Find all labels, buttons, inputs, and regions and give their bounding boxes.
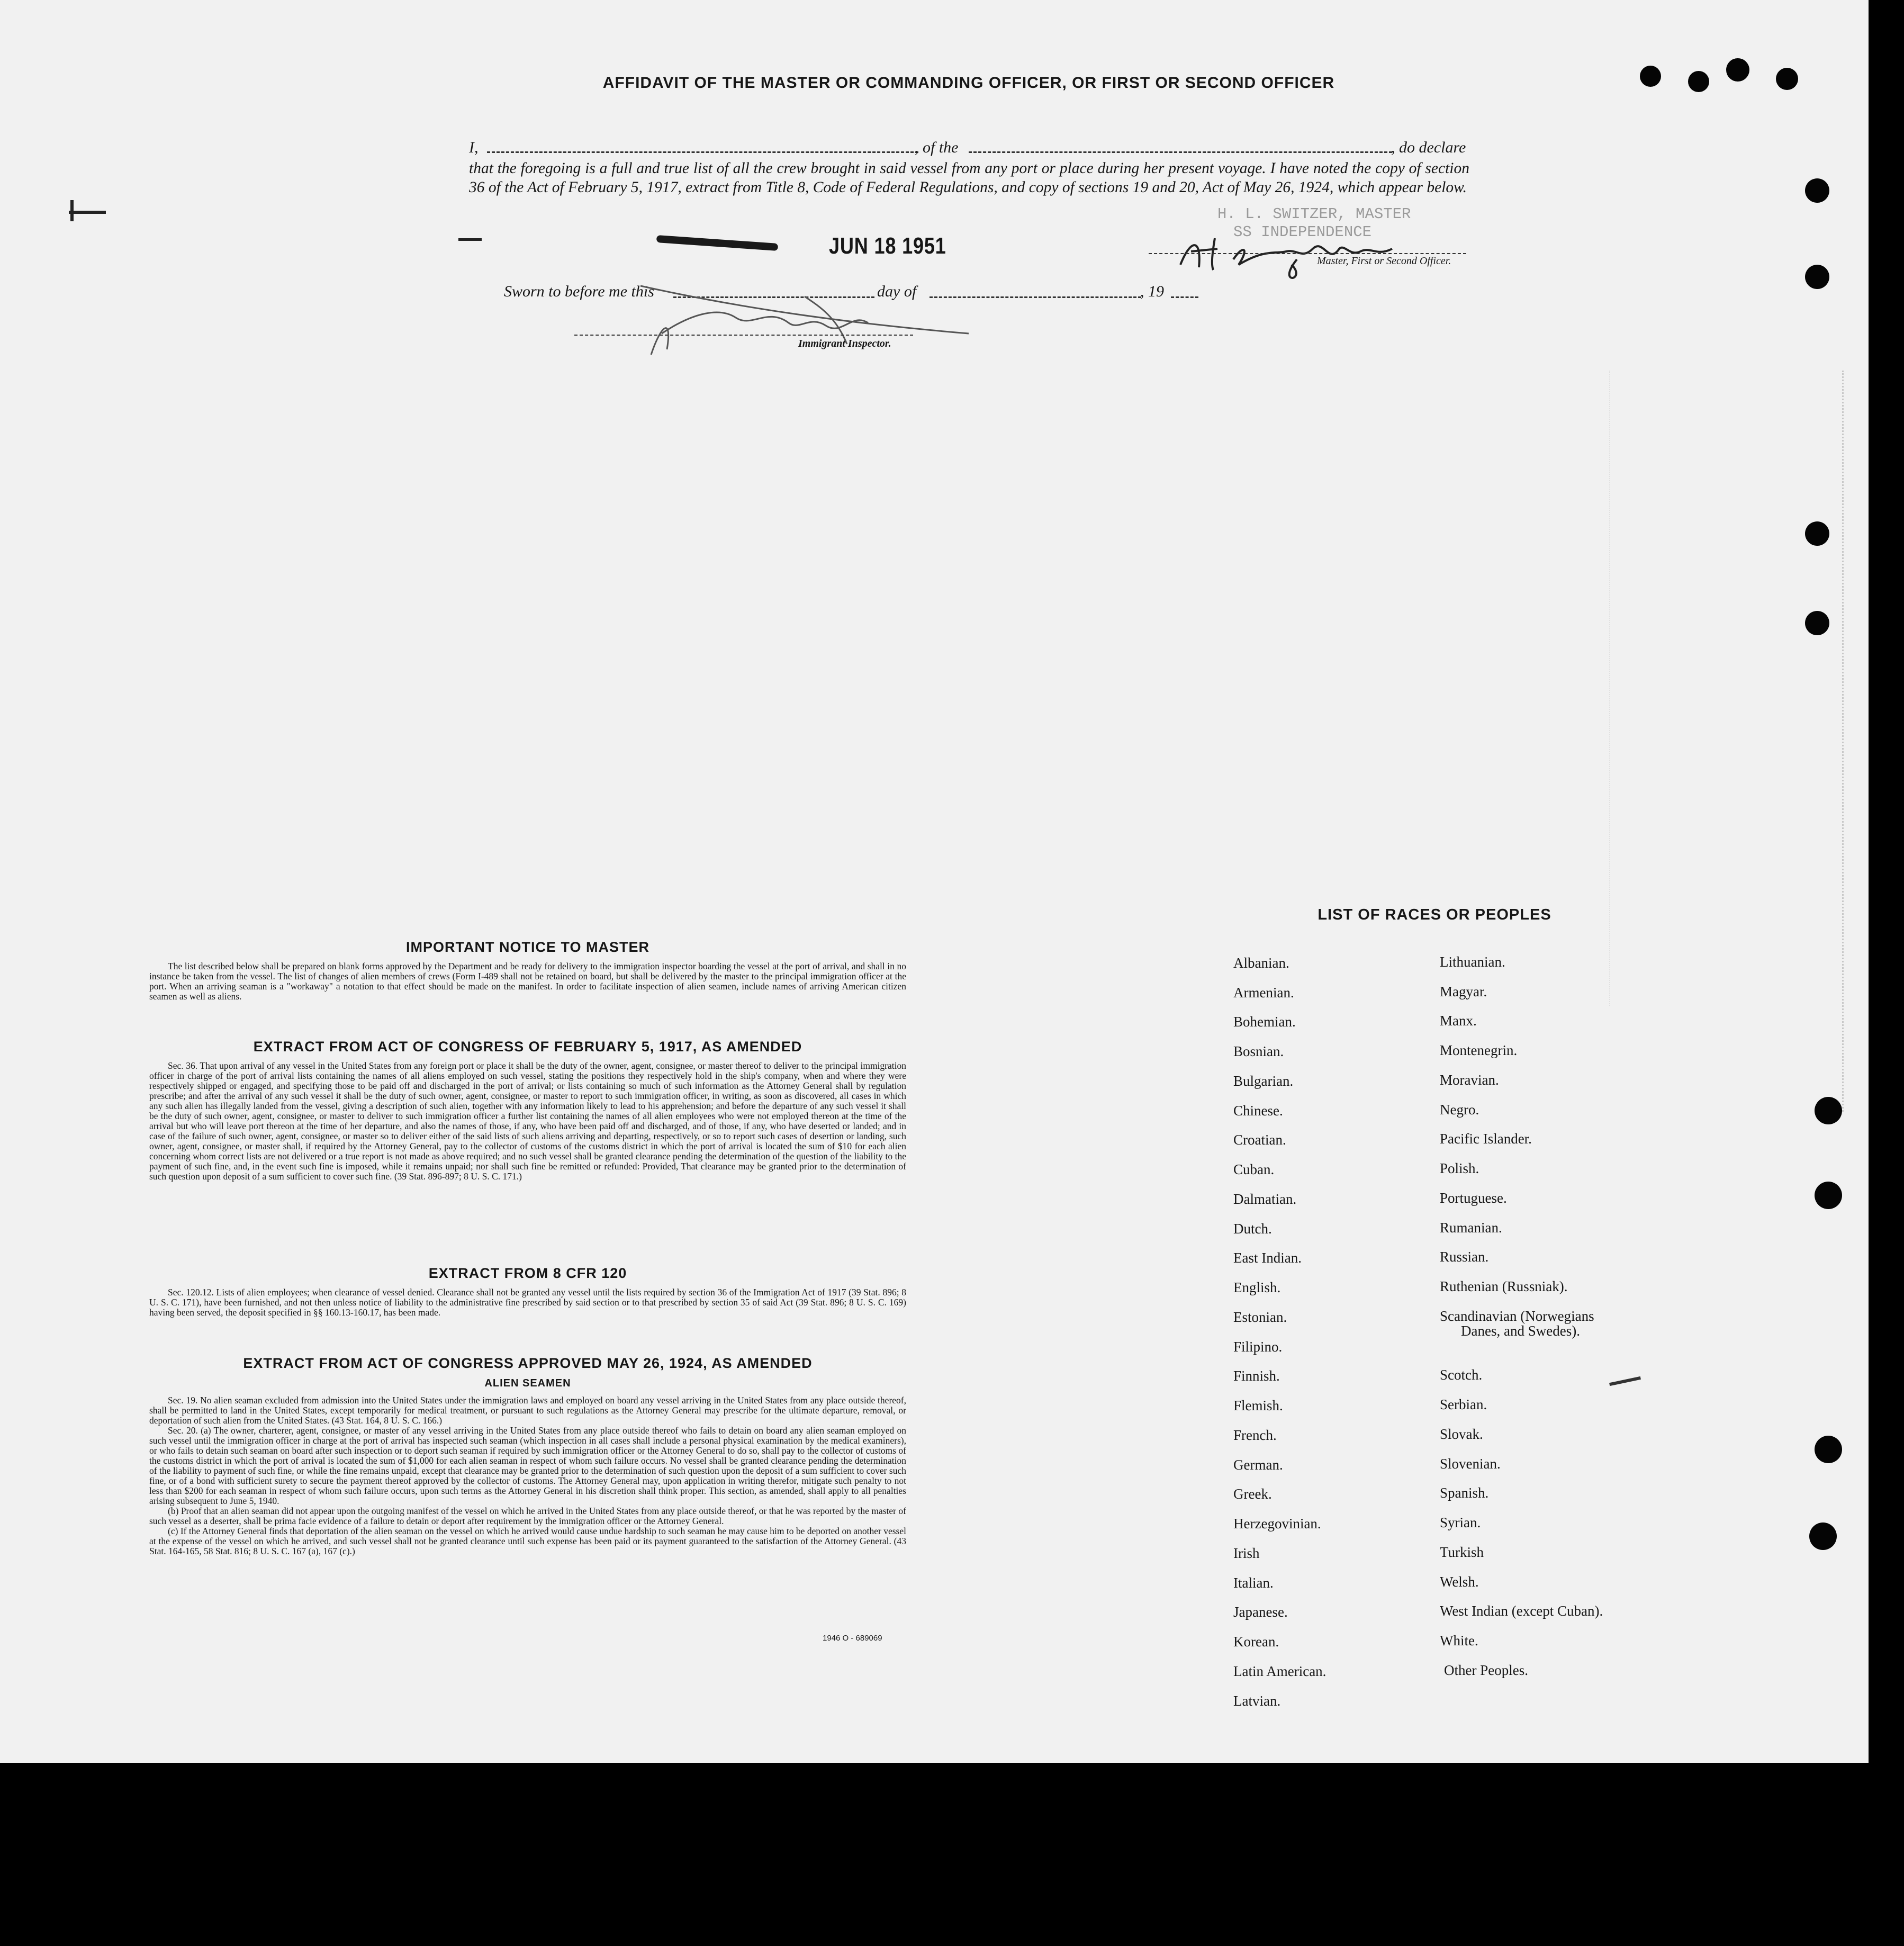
master-signature-line [1149,253,1466,254]
punch-hole [1688,71,1709,92]
race-item: White. [1440,1633,1478,1648]
race-item: Filipino. [1233,1339,1283,1355]
race-item: Bohemian. [1233,1014,1296,1030]
race-item: Albanian. [1233,955,1289,971]
extract-cfr-text: Sec. 120.12. Lists of alien employees; when clearance of vessel denied. Clearance shall not be granted any vessel until the lists required by section 36 of the Immigration Act of 1917 (39 Stat. 896; 8 U. S. C. 171), have been furnished, and not then unless notice of liability to the administrative fine prescribed by said section or to that prescribed by section 35 of said Act (39 Stat. 896; 8 U. S. C. 169) having been served, the deposit specified in §§ 160.13-160.17, has been made. [149,1287,906,1318]
race-item: Other Peoples. [1444,1662,1528,1678]
extract-1917-text: Sec. 36. That upon arrival of any vessel in the United States from any foreign port or place it shall be the duty of the owner, agent, consignee, or master thereof to deliver to the principal immigration officer in charge of the port of arrival lists containing the names of all aliens employed on such vessel, stating the positions they respectively hold in the ship's company, when and where they were respectively shipped or engaged, and specifying those to be paid off and discharged in the port of arrival; or lists containing so much of such information as the Attorney General shall by regulation prescribe; and after the arrival of any such vessel it shall be the duty of such owner, agent, consignee, or master to report to such immigration officer, in writing, as soon as discovered, all cases in which any such alien has illegally landed from the vessel, giving a description of such alien, together with any information likely to lead to his apprehension; and before the departure of any such vessel it shall be the duty of such owner, agent, consignee, or master to deliver to such immigration officer a further list containing the names of all alien employees who were not employed thereon at the time of the arrival but who will leave port thereon at the time of her departure, and also the names of those, if any, who have been paid off and discharged, and of those, if any, who have deserted or landed; and in case of the failure of such owner, agent, consignee, or master so to deliver either of the said lists of such aliens arriving and departing, respectively, or so to report such cases of desertion or landing, such owner, agent, consignee, or master shall, if required by the Attorney General, pay to the collector of customs of the customs district in which the port of arrival is located the sum of $10 for each alien concerning whom correct lists are not delivered or a true report is not made as above required; and no such vessel shall be granted clearance pending the determination of the question of the liability to the payment of such fine, and, in the event such fine is imposed, while it remains unpaid; nor shall such fine be remitted or refunded: Provided, That clearance may be granted prior to the determination of such question upon deposit of a sum sufficient to cover such fine. (39 Stat. 896-897; 8 U. S. C. 171.) [149,1060,906,1182]
sec-20a-text: Sec. 20. (a) The owner, charterer, agent, consignee, or master of any vessel arriving in the United States from any place outside thereof who fails to detain on board any alien seaman employed on such vessel until the immigration officer in charge at the port of arrival has inspected such seaman (which inspection in all cases shall include a personal physical examination by the medical examiners), or who fails to detain such seaman on board after such inspection or to deport such seaman if required by such immigration officer or the Attorney General to do so, shall pay to the collector of customs of the customs district in which the port of arrival is located the sum of $1,000 for each alien seaman in respect of whom such failure occurs. No vessel shall be granted clearance pending the determination of the liability to payment of such fine, or while the fine remains unpaid, except that clearance may be granted prior to the determination of such question upon the deposit of a sum sufficient to cover such fine, or of a bond with sufficient surety to secure the payment thereof approved by the collector of customs. The Attorney General may, upon application in writing therefor, mitigate such penalty to not less than $200 for each seaman in respect of whom such failure occurs, upon such terms as the Attorney General in his discretion shall think proper. This section, as amended, shall apply to all penalties arising subsequent to June 5, 1940. [149,1425,906,1506]
date-stamp: JUN 18 1951 [829,233,946,259]
of-the-label: , of the [915,139,959,156]
punch-hole [1805,178,1829,203]
punch-hole [1805,611,1829,635]
year-label: , 19 [1140,283,1164,300]
race-item: English. [1233,1280,1281,1295]
race-item: Turkish [1440,1544,1484,1560]
margin-mark [69,211,106,214]
race-item: Montenegrin. [1440,1042,1518,1058]
master-caption: Master, First or Second Officer. [1317,255,1451,267]
race-item: Latvian. [1233,1693,1281,1709]
race-item: Moravian. [1440,1072,1499,1088]
race-item: Polish. [1440,1160,1479,1176]
sworn-label: Sworn to before me this [504,283,654,300]
race-item: Finnish. [1233,1368,1280,1384]
margin-mark [458,238,482,241]
race-item: Manx. [1440,1013,1477,1029]
race-item: French. [1233,1427,1277,1443]
race-item: Estonian. [1233,1309,1287,1325]
race-item: Pacific Islander. [1440,1131,1532,1147]
race-item: Cuban. [1233,1161,1275,1177]
alien-seamen-subtitle: ALIEN SEAMEN [484,1377,571,1389]
race-item: Russian. [1440,1249,1489,1265]
punch-hole [1640,66,1661,87]
inspector-signature [630,275,974,365]
race-item: Bulgarian. [1233,1073,1294,1089]
race-item: East Indian. [1233,1250,1302,1266]
affidavit-statement: that the foregoing is a full and true list of all the crew brought in said vessel from any port or place during her present voyage. I have noted the copy of section 36 of the Act of February 5, 1917, extract from Title 8, Code of Federal Regulations, and copy of sections 19 and 20, Act of May 26, 1924, which appear below. [469,160,1469,196]
inspector-signature-line [574,335,913,336]
sec-19-text: Sec. 19. No alien seaman excluded from admission into the United States under the immigration laws and employed on board any vessel arriving in the United States from any place outside thereof, shall be permitted to land in the United States, except temporarily for medical treatment, or pursuant to such regulations as the Attorney General may prescribe for the ultimate departure, removal, or deportation of such alien from the United States. (43 Stat. 164, 8 U. S. C. 166.) [149,1395,906,1426]
race-item: Magyar. [1440,984,1487,999]
race-item: Rumanian. [1440,1220,1502,1236]
master-signature [1170,228,1445,281]
punch-hole [1815,1182,1842,1209]
inspector-caption: Immigrant Inspector. [798,338,891,349]
race-item: German. [1233,1457,1283,1473]
race-item: Spanish. [1440,1485,1489,1501]
race-item: Slovak. [1440,1426,1483,1442]
races-title: LIST OF RACES OR PEOPLES [1318,906,1551,923]
race-item: Herzegovinian. [1233,1516,1321,1531]
print-code: 1946 O - 689069 [823,1634,882,1643]
punch-hole [1805,521,1829,546]
race-item: Chinese. [1233,1103,1283,1119]
race-item: Italian. [1233,1575,1274,1591]
punch-hole [1805,265,1829,289]
extract-cfr-title: EXTRACT FROM 8 CFR 120 [428,1265,627,1281]
race-item: Latin American. [1233,1663,1327,1679]
race-item: Lithuanian. [1440,954,1505,970]
race-item: Bosnian. [1233,1043,1284,1059]
race-item: Irish [1233,1545,1260,1561]
punch-hole [1815,1097,1842,1124]
extract-1924-body [149,1395,906,1556]
punch-hole [1809,1522,1837,1550]
affidavit-title: AFFIDAVIT OF THE MASTER OR COMMANDING OFFICER, OR FIRST OR SECOND OFFICER [602,74,1335,92]
vessel-blank [969,151,1392,153]
margin-mark [70,200,74,221]
race-item: Japanese. [1233,1604,1288,1620]
vessel-name-typed: SS INDEPENDENCE [1233,223,1372,241]
name-blank [487,151,918,153]
race-item: Negro. [1440,1102,1479,1118]
bleed-through-marks [1609,371,1768,1006]
race-item: Scandinavian (Norwegians [1440,1308,1594,1324]
race-item: Flemish. [1233,1398,1283,1413]
race-item: Welsh. [1440,1574,1479,1590]
sec-20b-text: (b) Proof that an alien seaman did not appear upon the outgoing manifest of the vessel on which he arrived in the United States from any place outside thereof, or that he was reported by the master of such vessel as a deserter, shall be prima facie evidence of a failure to detain or deport after requirement by the immigration officer or the Attorney General. [149,1506,906,1526]
notice-title: IMPORTANT NOTICE TO MASTER [406,939,649,955]
notice-text: The list described below shall be prepared on blank forms approved by the Department and be ready for delivery to the immigration inspector boarding the vessel at the port of arrival, and shall in no instance be taken from the vessel. The list of changes of alien members of crews (Form I-489 shall not be retained on board, but shall be delivered by the master to the principal immigration officer at the port. When an arriving seaman is a "workaway" a notation to that effect should be made on the manifest. In order to facilitate inspection of alien seamen, include names of arriving American citizen seamen as well as aliens. [149,961,906,1002]
race-item: Croatian. [1233,1132,1286,1148]
race-item: Dutch. [1233,1221,1272,1237]
race-item: Ruthenian (Russniak). [1440,1278,1568,1294]
race-item: Serbian. [1440,1397,1487,1412]
master-name-typed: H. L. SWITZER, MASTER [1217,205,1411,223]
punch-hole [1776,68,1798,90]
race-item: Scotch. [1440,1367,1483,1383]
extract-1917-title: EXTRACT FROM ACT OF CONGRESS OF FEBRUARY 5, 1917, AS AMENDED [253,1039,802,1055]
extract-1924-title: EXTRACT FROM ACT OF CONGRESS APPROVED MAY 26, 1924, AS AMENDED [243,1355,813,1371]
race-item: Armenian. [1233,985,1294,1001]
race-item: Dalmatian. [1233,1191,1297,1207]
race-item: Slovenian. [1440,1456,1501,1472]
race-item: Danes, and Swedes). [1461,1323,1580,1339]
punch-hole [1815,1436,1842,1463]
bleed-through-marks [1842,371,1863,1112]
race-item: Greek. [1233,1486,1272,1502]
do-declare-label: , do declare [1391,139,1466,156]
day-of-label: day of [877,283,917,300]
year-blank [1171,296,1198,298]
i-label: I, [469,139,479,156]
sec-20c-text: (c) If the Attorney General finds that deportation of the alien seaman on the vessel on which he arrived would cause undue hardship to such seaman he may cause him to be deported on another vessel at the expense of the vessel on which he arrived, and such vessel shall not be granted clearance until such expense has been paid or its payment guaranteed to the satisfaction of the Attorney General. (43 Stat. 164-165, 58 Stat. 816; 8 U. S. C. 167 (a), 167 (c).) [149,1526,906,1556]
race-item: Korean. [1233,1634,1279,1650]
race-item: Portuguese. [1440,1190,1507,1206]
race-item: West Indian (except Cuban). [1440,1603,1603,1619]
race-item: Syrian. [1440,1515,1481,1530]
punch-hole [1726,58,1749,82]
